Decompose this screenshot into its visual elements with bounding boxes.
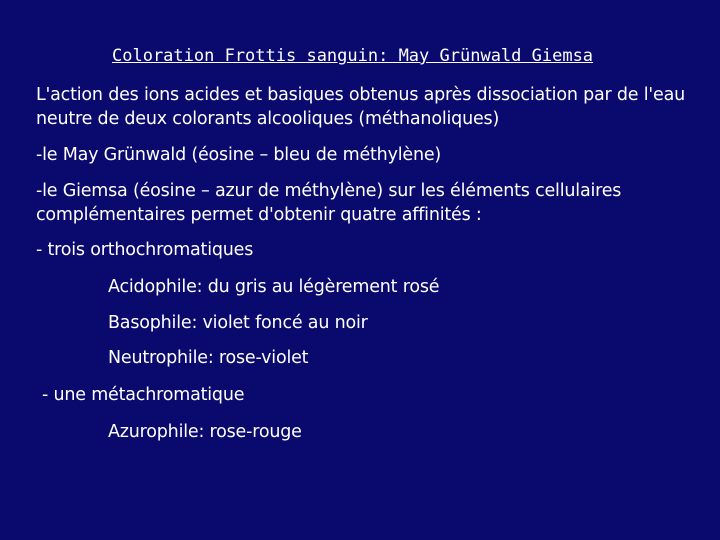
list-item-basophile: Basophile: violet foncé au noir (108, 313, 368, 333)
may-grunwald-paragraph: -le May Grünwald (éosine – bleu de méthylène) (36, 145, 442, 165)
orthochromatic-heading: - trois orthochromatiques (36, 240, 254, 260)
metachromatic-heading: - une métachromatique (42, 385, 245, 405)
list-item-neutrophile: Neutrophile: rose-violet (108, 348, 309, 368)
giemsa-paragraph: -le Giemsa (éosine – azur de méthylène) sur les éléments cellulaires complémentaires permet d'obtenir quatre affinités : (36, 181, 622, 225)
intro-paragraph: L'action des ions acides et basiques obtenus après dissociation par de l'eau neutre de deux colorants alcooliques (méthanoliques) (36, 85, 685, 129)
slide-title: Coloration Frottis sanguin: May Grünwald Giemsa (112, 46, 594, 66)
list-item-acidophile: Acidophile: du gris au légèrement rosé (108, 277, 440, 297)
list-item-azurophile: Azurophile: rose-rouge (108, 422, 302, 442)
